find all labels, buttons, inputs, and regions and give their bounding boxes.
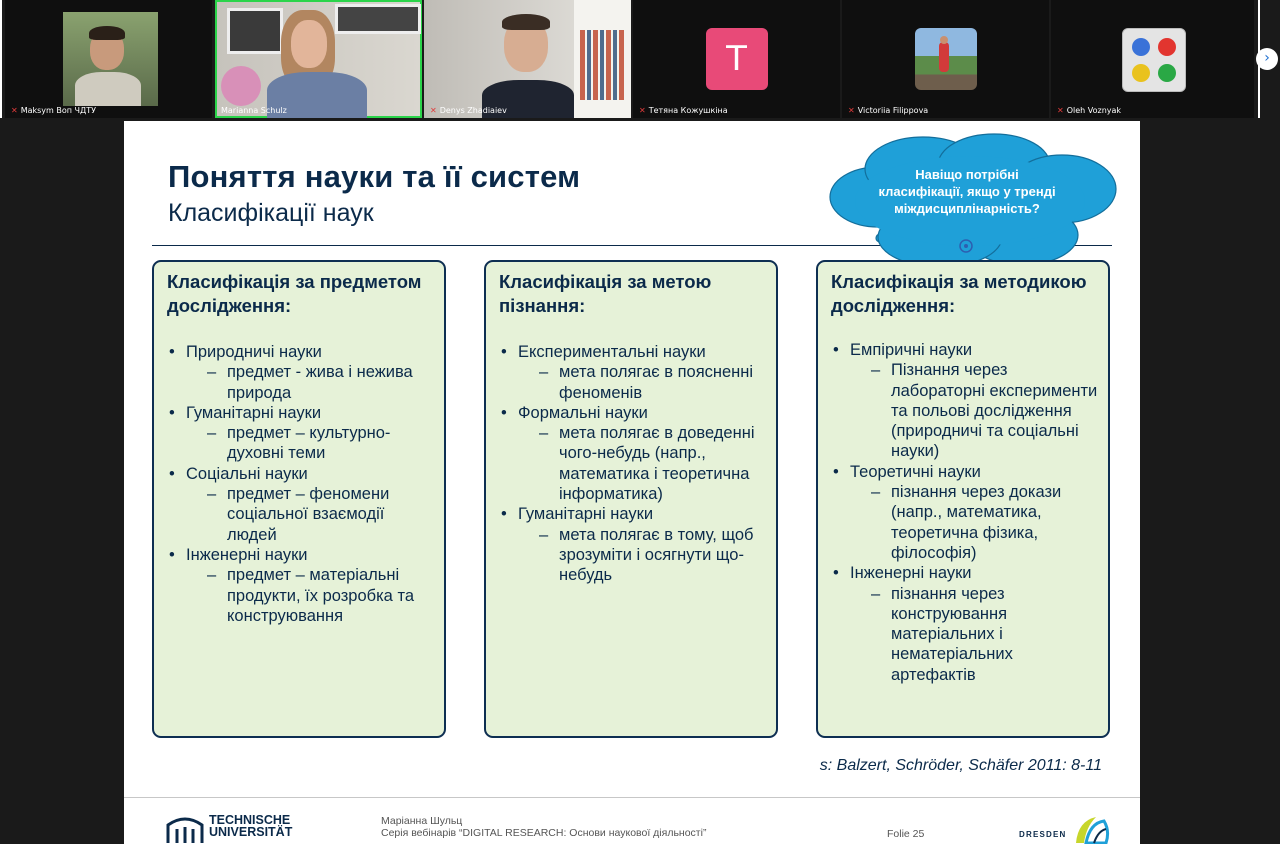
city-label: DRESDEN	[1019, 830, 1067, 839]
sub-list-item: – Пізнання через лабораторні експерименти та польові дослідження (природничі та соціальні науки)	[850, 360, 1102, 461]
classification-card-method	[816, 260, 1110, 738]
muted-mic-icon: ✕	[11, 106, 18, 115]
sub-list-item: – пізнання через докази (напр., математика, теоретична фізика, філософія)	[850, 482, 1102, 563]
chevron-right-icon[interactable]: ›	[1256, 48, 1278, 70]
list-item: • Експериментальні науки – мета полягає в поясненні феноменів	[498, 342, 770, 403]
participant-name: ✕ Oleh Voznyak	[1057, 106, 1122, 115]
list-item: • Інженерні науки – пізнання через конструювання матеріальних і нематеріальних артефактів	[830, 563, 1102, 685]
citation: s: Balzert, Schröder, Schäfer 2011: 8-11	[819, 757, 1102, 774]
classification-card-subject	[152, 260, 446, 738]
list-item: • Теоретичні науки – пізнання через докази (напр., математика, теоретична фізика, філософія)	[830, 462, 1102, 563]
participant-tile[interactable]	[5, 0, 212, 118]
sub-list-item: – мета полягає в доведенні чого-небудь (напр., математика і теоретична інформатика)	[518, 423, 770, 504]
slide-title: Поняття науки та її систем	[168, 159, 581, 194]
list-item: • Гуманітарні науки – мета полягає в тому, щоб зрозуміти і осягнути що-небудь	[498, 504, 770, 585]
strip-edge-left	[0, 0, 2, 118]
participant-avatar-photo	[915, 28, 977, 90]
list-item: • Формальні науки – мета полягає в доведенні чого-небудь (напр., математика і теоретична інформатика)	[498, 403, 770, 504]
participant-name: Marianna Schulz	[221, 106, 287, 115]
participant-name: ✕ Victoriia Filippova	[848, 106, 929, 115]
list-item: • Гуманітарні науки – предмет – культурно-духовні теми	[166, 403, 438, 464]
webinar-series: Серія вебінарів “DIGITAL RESEARCH: Основи наукової діяльності”	[381, 827, 707, 839]
presenter-name: Маріанна Шульц	[381, 815, 463, 827]
list-item: • Природничі науки – предмет - жива і нежива природа	[166, 342, 438, 403]
sub-list-item: – пізнання через конструювання матеріальних і нематеріальних артефактів	[850, 584, 1102, 685]
sub-list-item: – предмет – матеріальні продукти, їх розробка та конструювання	[186, 565, 438, 626]
participant-avatar-letter: T	[706, 28, 768, 90]
dresden-concept-logo-icon	[1072, 815, 1114, 844]
sub-list-item: – предмет – культурно-духовні теми	[186, 423, 438, 464]
participant-tile-active-speaker[interactable]	[215, 0, 422, 118]
participant-tile[interactable]	[633, 0, 840, 118]
classification-card-goal	[484, 260, 778, 738]
card-list	[166, 342, 438, 626]
sub-list-item: – мета полягає в тому, щоб зрозуміти і осягнути що-небудь	[518, 525, 770, 586]
university-name: TECHNISCHE UNIVERSITÄT	[209, 813, 293, 839]
cloud-question: Навіщо потрібні класифікації, якщо у тренді міждисциплінарність?	[878, 167, 1056, 216]
participant-video	[424, 0, 631, 118]
participant-tile[interactable]	[842, 0, 1049, 118]
sub-list-item: – мета полягає в поясненні феноменів	[518, 362, 770, 403]
sub-list-item: – предмет - жива і нежива природа	[186, 362, 438, 403]
participant-tile[interactable]	[1051, 0, 1254, 118]
slide-number: Folie 25	[887, 828, 925, 840]
participant-name: ✕ Тетяна Кожушкіна	[639, 106, 728, 115]
participant-video	[215, 0, 422, 118]
participant-strip	[0, 0, 1280, 120]
participant-video	[5, 0, 212, 118]
list-item: • Емпіричні науки – Пізнання через лабораторні експерименти та польові дослідження (природничі та соціальні науки)	[830, 340, 1102, 462]
card-list	[498, 342, 770, 586]
participant-tile[interactable]	[424, 0, 631, 118]
footer-divider	[124, 797, 1140, 798]
participant-name: ✕ Denys Zhadiaiev	[430, 106, 507, 115]
muted-mic-icon: ✕	[1057, 106, 1064, 115]
muted-mic-icon: ✕	[430, 106, 437, 115]
tu-dresden-logo-icon	[166, 815, 204, 844]
slide-subtitle: Класифікації наук	[168, 199, 374, 227]
shared-slide	[124, 121, 1140, 844]
muted-mic-icon: ✕	[848, 106, 855, 115]
card-heading: Класифікація за метою пізнання:	[499, 271, 712, 316]
list-item: • Соціальні науки – предмет – феномени соціальної взаємодії людей	[166, 464, 438, 545]
participant-app-icon	[1122, 28, 1186, 92]
list-item: • Інженерні науки – предмет – матеріальні продукти, їх розробка та конструювання	[166, 545, 438, 626]
participant-name: ✕ Maksym Воп ЧДТУ	[11, 106, 97, 115]
sub-list-item: – предмет – феномени соціальної взаємодії людей	[186, 484, 438, 545]
muted-mic-icon: ✕	[639, 106, 646, 115]
card-list	[830, 340, 1102, 685]
card-heading: Класифікація за предметом дослідження:	[167, 271, 422, 316]
presenter-info	[381, 815, 706, 839]
card-heading: Класифікація за методикою дослідження:	[831, 271, 1087, 316]
